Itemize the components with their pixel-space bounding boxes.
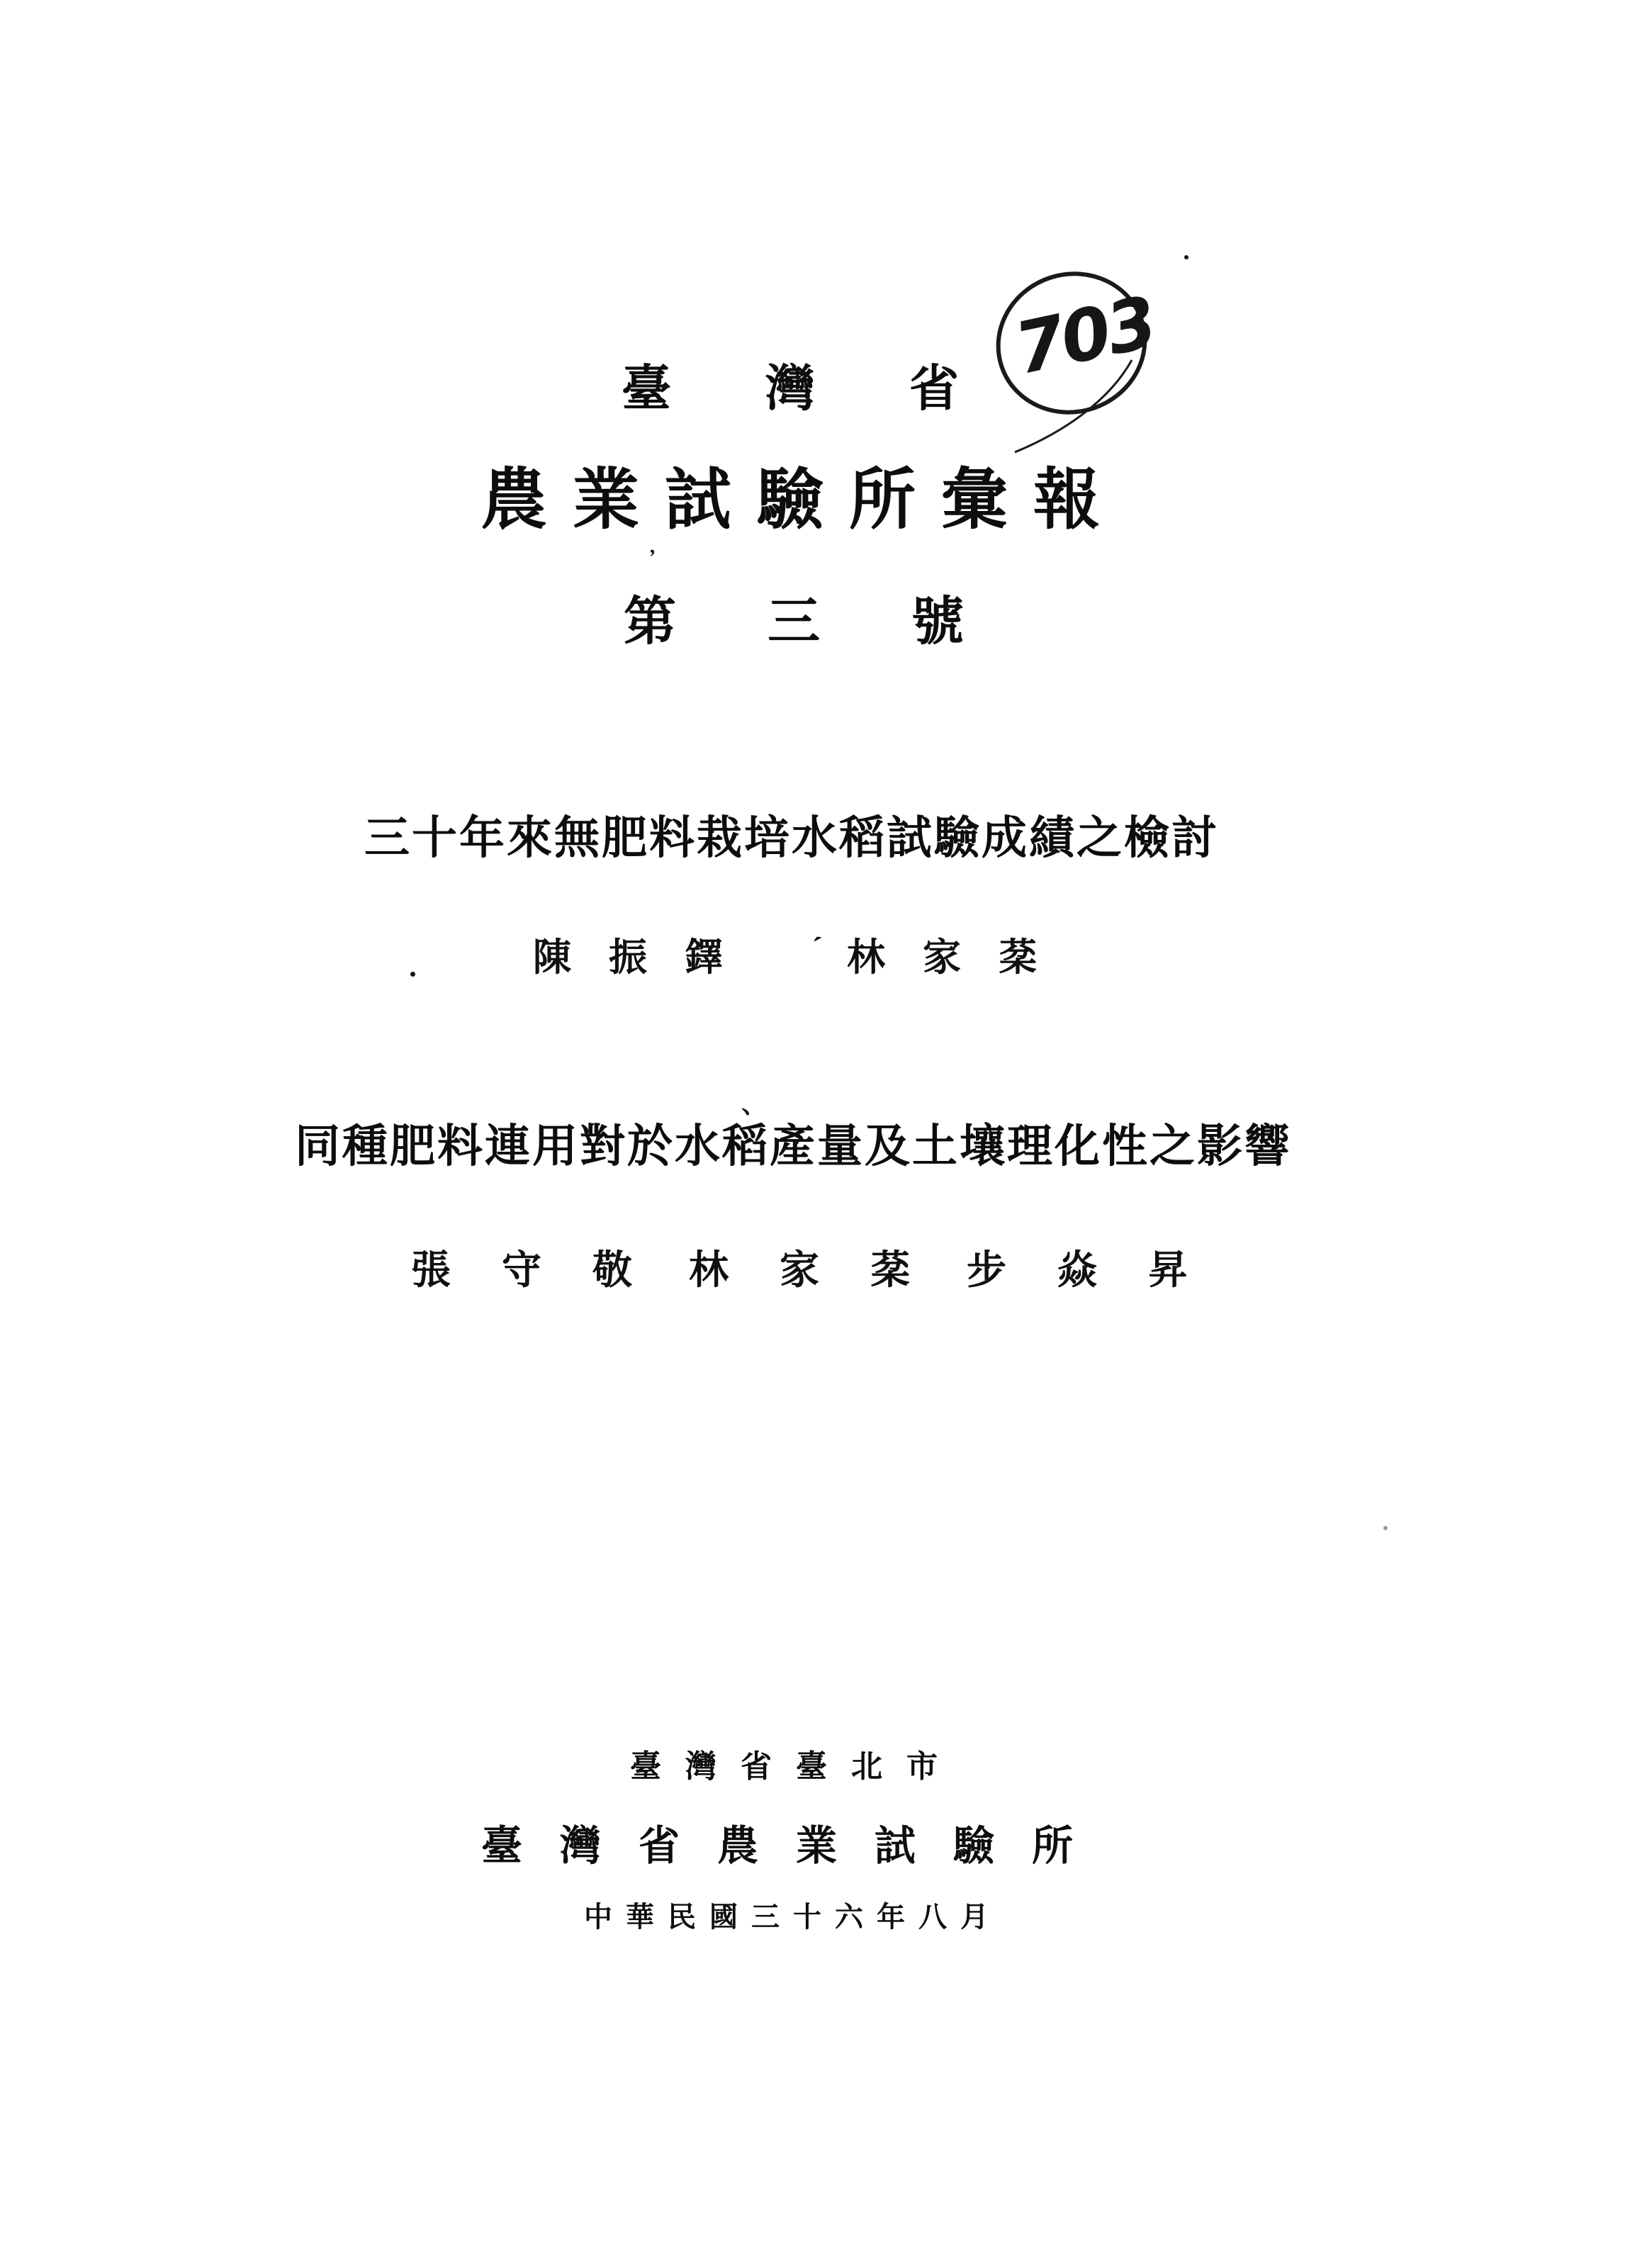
- scan-artifact-dot: [1184, 255, 1188, 259]
- scan-artifact-dot: [1383, 1526, 1388, 1530]
- imprint-date-line: 中華民國三十六年八月: [584, 1901, 1002, 1933]
- author-name: 林家棻: [847, 936, 1074, 979]
- article1-title: 三十年來無肥料栽培水稻試驗成績之檢討: [364, 813, 1219, 863]
- issue-number: 第三號: [624, 593, 1055, 651]
- article2-authors: [411, 1239, 1239, 1296]
- bulletin-title: 農業試驗所彙報: [480, 464, 1126, 537]
- scan-artifact-comma: ,: [648, 534, 656, 558]
- scan-artifact-tick: ˊ: [808, 930, 824, 966]
- author-name: 步焱昇: [967, 1249, 1239, 1293]
- author-name: 林家棻: [689, 1249, 961, 1293]
- imprint-city-line: 臺灣省臺北市: [630, 1749, 962, 1784]
- article2-title: 同種肥料連用對於水稻產量及土壤理化性之影響: [295, 1121, 1292, 1172]
- author-name: 張守敬: [411, 1249, 683, 1293]
- province-line: 臺灣省: [622, 362, 1053, 417]
- imprint-publisher: 臺灣省農業試驗所: [481, 1823, 1111, 1869]
- author-name: 陳振鐸: [533, 936, 760, 979]
- article1-authors: [533, 927, 1074, 982]
- stamp-number: 703: [1008, 280, 1162, 391]
- scan-artifact-dot: [410, 972, 415, 977]
- handwritten-stamp: [987, 264, 1164, 469]
- scan-artifact-comma: 、: [741, 1090, 768, 1118]
